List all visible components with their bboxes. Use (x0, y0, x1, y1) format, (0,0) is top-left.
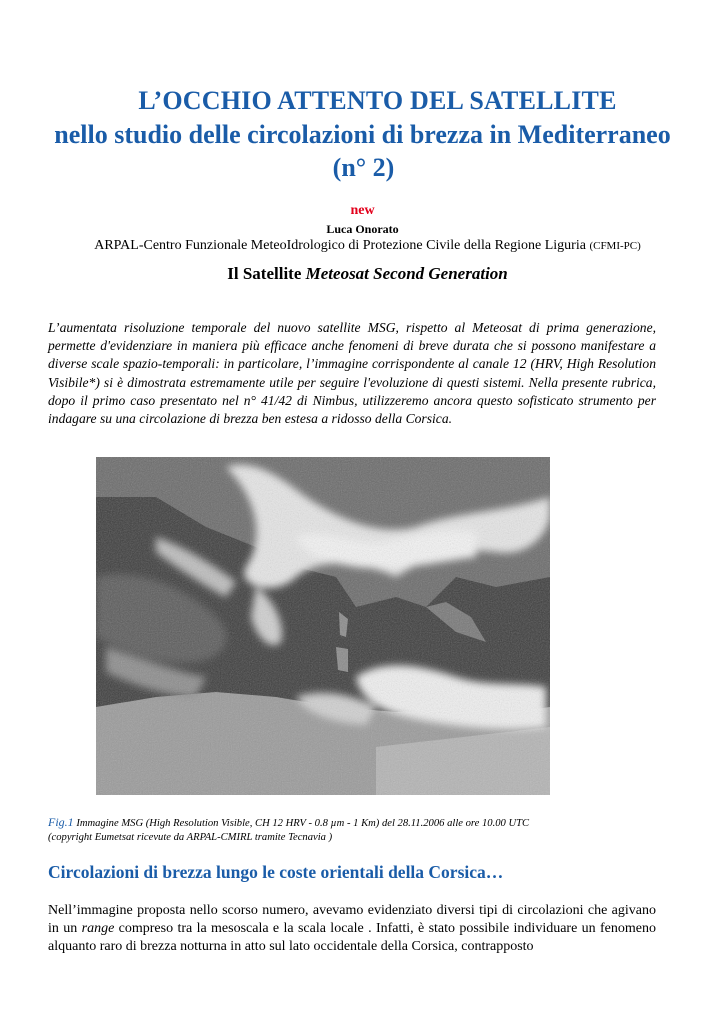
body-paragraph (48, 902, 656, 957)
figure-caption-line-1: Immagine MSG (High Resolution Visible, CH 12 HRV - 0.8 µm - 1 Km) del 28.11.2006 alle ore 10.00 UTC (73, 818, 530, 829)
satellite-image (96, 457, 550, 795)
affiliation-abbr: (CFMI-PC) (589, 240, 641, 252)
abstract: L’aumentata risoluzione temporale del nuovo satellite MSG, rispetto al Meteosat di prima generazione, permette d'evidenziare in maniera più efficace anche fenomeni di breve durata che si possono manifestare a diverse scale spazio-temporali: in particolare, l’immagine corrispondente al canale 12 (HRV, High Resolution Visibile*) si è dimostrata estremamente utile per seguire l'evoluzione di questi sistemi. Nella presente rubrica, dopo il primo caso presentato nel n° 41/42 di Nimbus, utilizzeremo ancora questo sofisticato strumento per indagare su una circolazione di brezza ben estesa a ridosso della Corsica. (48, 320, 656, 427)
figure-caption (48, 815, 668, 845)
new-badge: new (350, 203, 375, 218)
section-heading-italic: Meteosat Second Generation (305, 264, 508, 283)
title-line-2: nello studio delle circolazioni di brezza in Mediterraneo (54, 120, 671, 149)
figure-label: Fig.1 (48, 815, 74, 829)
body-text-italic: range (81, 921, 115, 937)
body-text-1: Nell’immagine proposta nello scorso numero, avevamo evidenziato diversi tipi di circolazioni che agivano in un (48, 903, 656, 937)
title-line-3: (n° 2) (332, 153, 395, 182)
title-line-1: L’OCCHIO ATTENTO DEL SATELLITE (138, 86, 617, 115)
subsection-heading: Circolazioni di brezza lungo le coste orientali della Corsica… (48, 862, 504, 882)
image-grain (96, 457, 550, 795)
satellite-image-svg (96, 457, 550, 795)
author-name: Luca Onorato (326, 222, 399, 236)
affiliation-main: ARPAL-Centro Funzionale MeteoIdrologico di Protezione Civile della Regione Liguria (94, 238, 590, 253)
figure-caption-line-2: (copyright Eumetsat ricevute da ARPAL-CMIRL tramite Tecnavia ) (48, 832, 333, 843)
article-title (0, 86, 725, 184)
section-heading-prefix: Il Satellite (227, 264, 306, 283)
section-heading (0, 264, 725, 284)
body-text-2: compreso tra la mesoscala e la scala locale . Infatti, è stato possibile individuare un fenomeno alquanto raro di brezza notturna in atto sul lato occidentale della Corsica, contrapposto (48, 921, 657, 955)
affiliation (0, 238, 725, 254)
